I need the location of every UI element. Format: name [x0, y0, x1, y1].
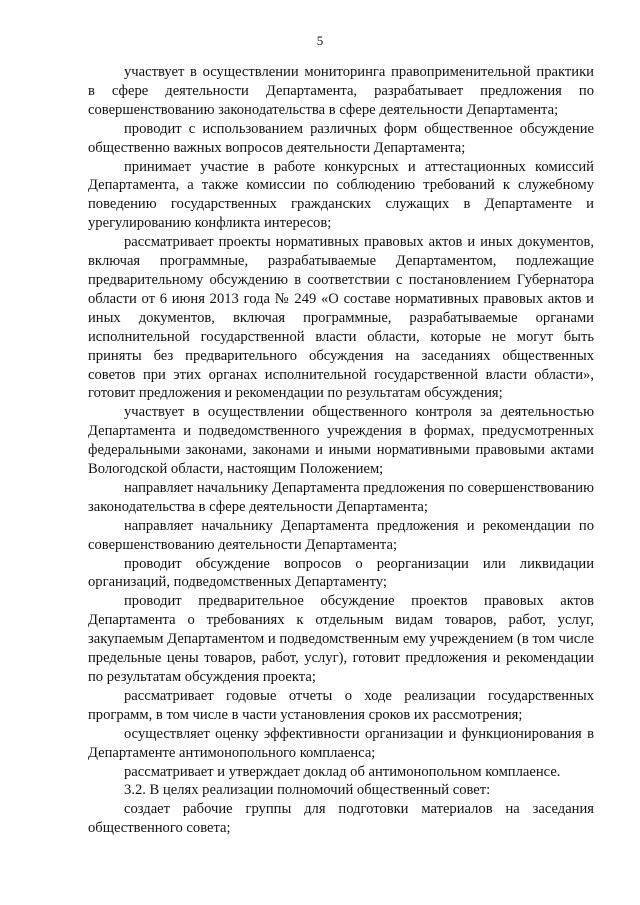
- paragraph: рассматривает проекты нормативных правовых актов и иных документов, включая программные, разрабатываемые Департаментом, подлежащие предварительному обсуждению в соответствии с постановлением Губернатора области от 6 июня 2013 года № 249 «О составе нормативных правовых актов и иных документов, включая программные, разрабатываемые органами исполнительной государственной власти области, которые не могут быть приняты без предварительного обсуждения на заседаниях общественных советов при этих органах исполнительной государственной власти области», готовит предложения и рекомендации по результатам обсуждения;: [88, 234, 594, 402]
- paragraph: направляет начальнику Департамента предложения и рекомендации по совершенствованию деятельности Департамента;: [88, 517, 594, 553]
- paragraph: проводит предварительное обсуждение проектов правовых актов Департамента о требованиях к отдельным видам товаров, работ, услуг, закупаемым Департаментом и подведомственным ему учреждением (в том числе предельные цены товаров, работ, услуг), готовит предложения и рекомендации по результатам обсуждения проекта;: [88, 593, 594, 685]
- document-body: [88, 63, 594, 838]
- paragraph: рассматривает и утверждает доклад об антимонопольном комплаенсе.: [124, 763, 561, 780]
- paragraph: направляет начальнику Департамента предложения по совершенствованию законодательства в сфере деятельности Департамента;: [88, 479, 594, 515]
- paragraph: участвует в осуществлении мониторинга правоприменительной практики в сфере деятельности Департамента, разрабатывает предложения по совершенствованию законодательства в сфере деятельности Департамента;: [88, 64, 594, 118]
- paragraph: 3.2. В целях реализации полномочий общественный совет:: [124, 782, 491, 799]
- paragraph: проводит с использованием различных форм общественное обсуждение общественно важных вопросов деятельности Департамента;: [88, 120, 594, 156]
- paragraph: создает рабочие группы для подготовки материалов на заседания общественного совета;: [88, 801, 594, 837]
- paragraph: рассматривает годовые отчеты о ходе реализации государственных программ, в том числе в части установления сроков их рассмотрения;: [88, 687, 594, 723]
- paragraph: осуществляет оценку эффективности организации и функционирования в Департаменте антимонопольного комплаенса;: [88, 725, 594, 761]
- paragraph: проводит обсуждение вопросов о реорганизации или ликвидации организаций, подведомственных Департаменту;: [88, 555, 594, 591]
- page-number: 5: [316, 33, 324, 48]
- paragraph: участвует в осуществлении общественного контроля за деятельностью Департамента и подведомственного учреждения в формах, предусмотренных федеральными законами, законами и иными нормативными правовыми актами Вологодской области, настоящим Положением;: [88, 404, 594, 478]
- paragraph: принимает участие в работе конкурсных и аттестационных комиссий Департамента, а также комиссии по соблюдению требований к служебному поведению государственных гражданских служащих в Департаменте и урегулированию конфликта интересов;: [88, 158, 594, 232]
